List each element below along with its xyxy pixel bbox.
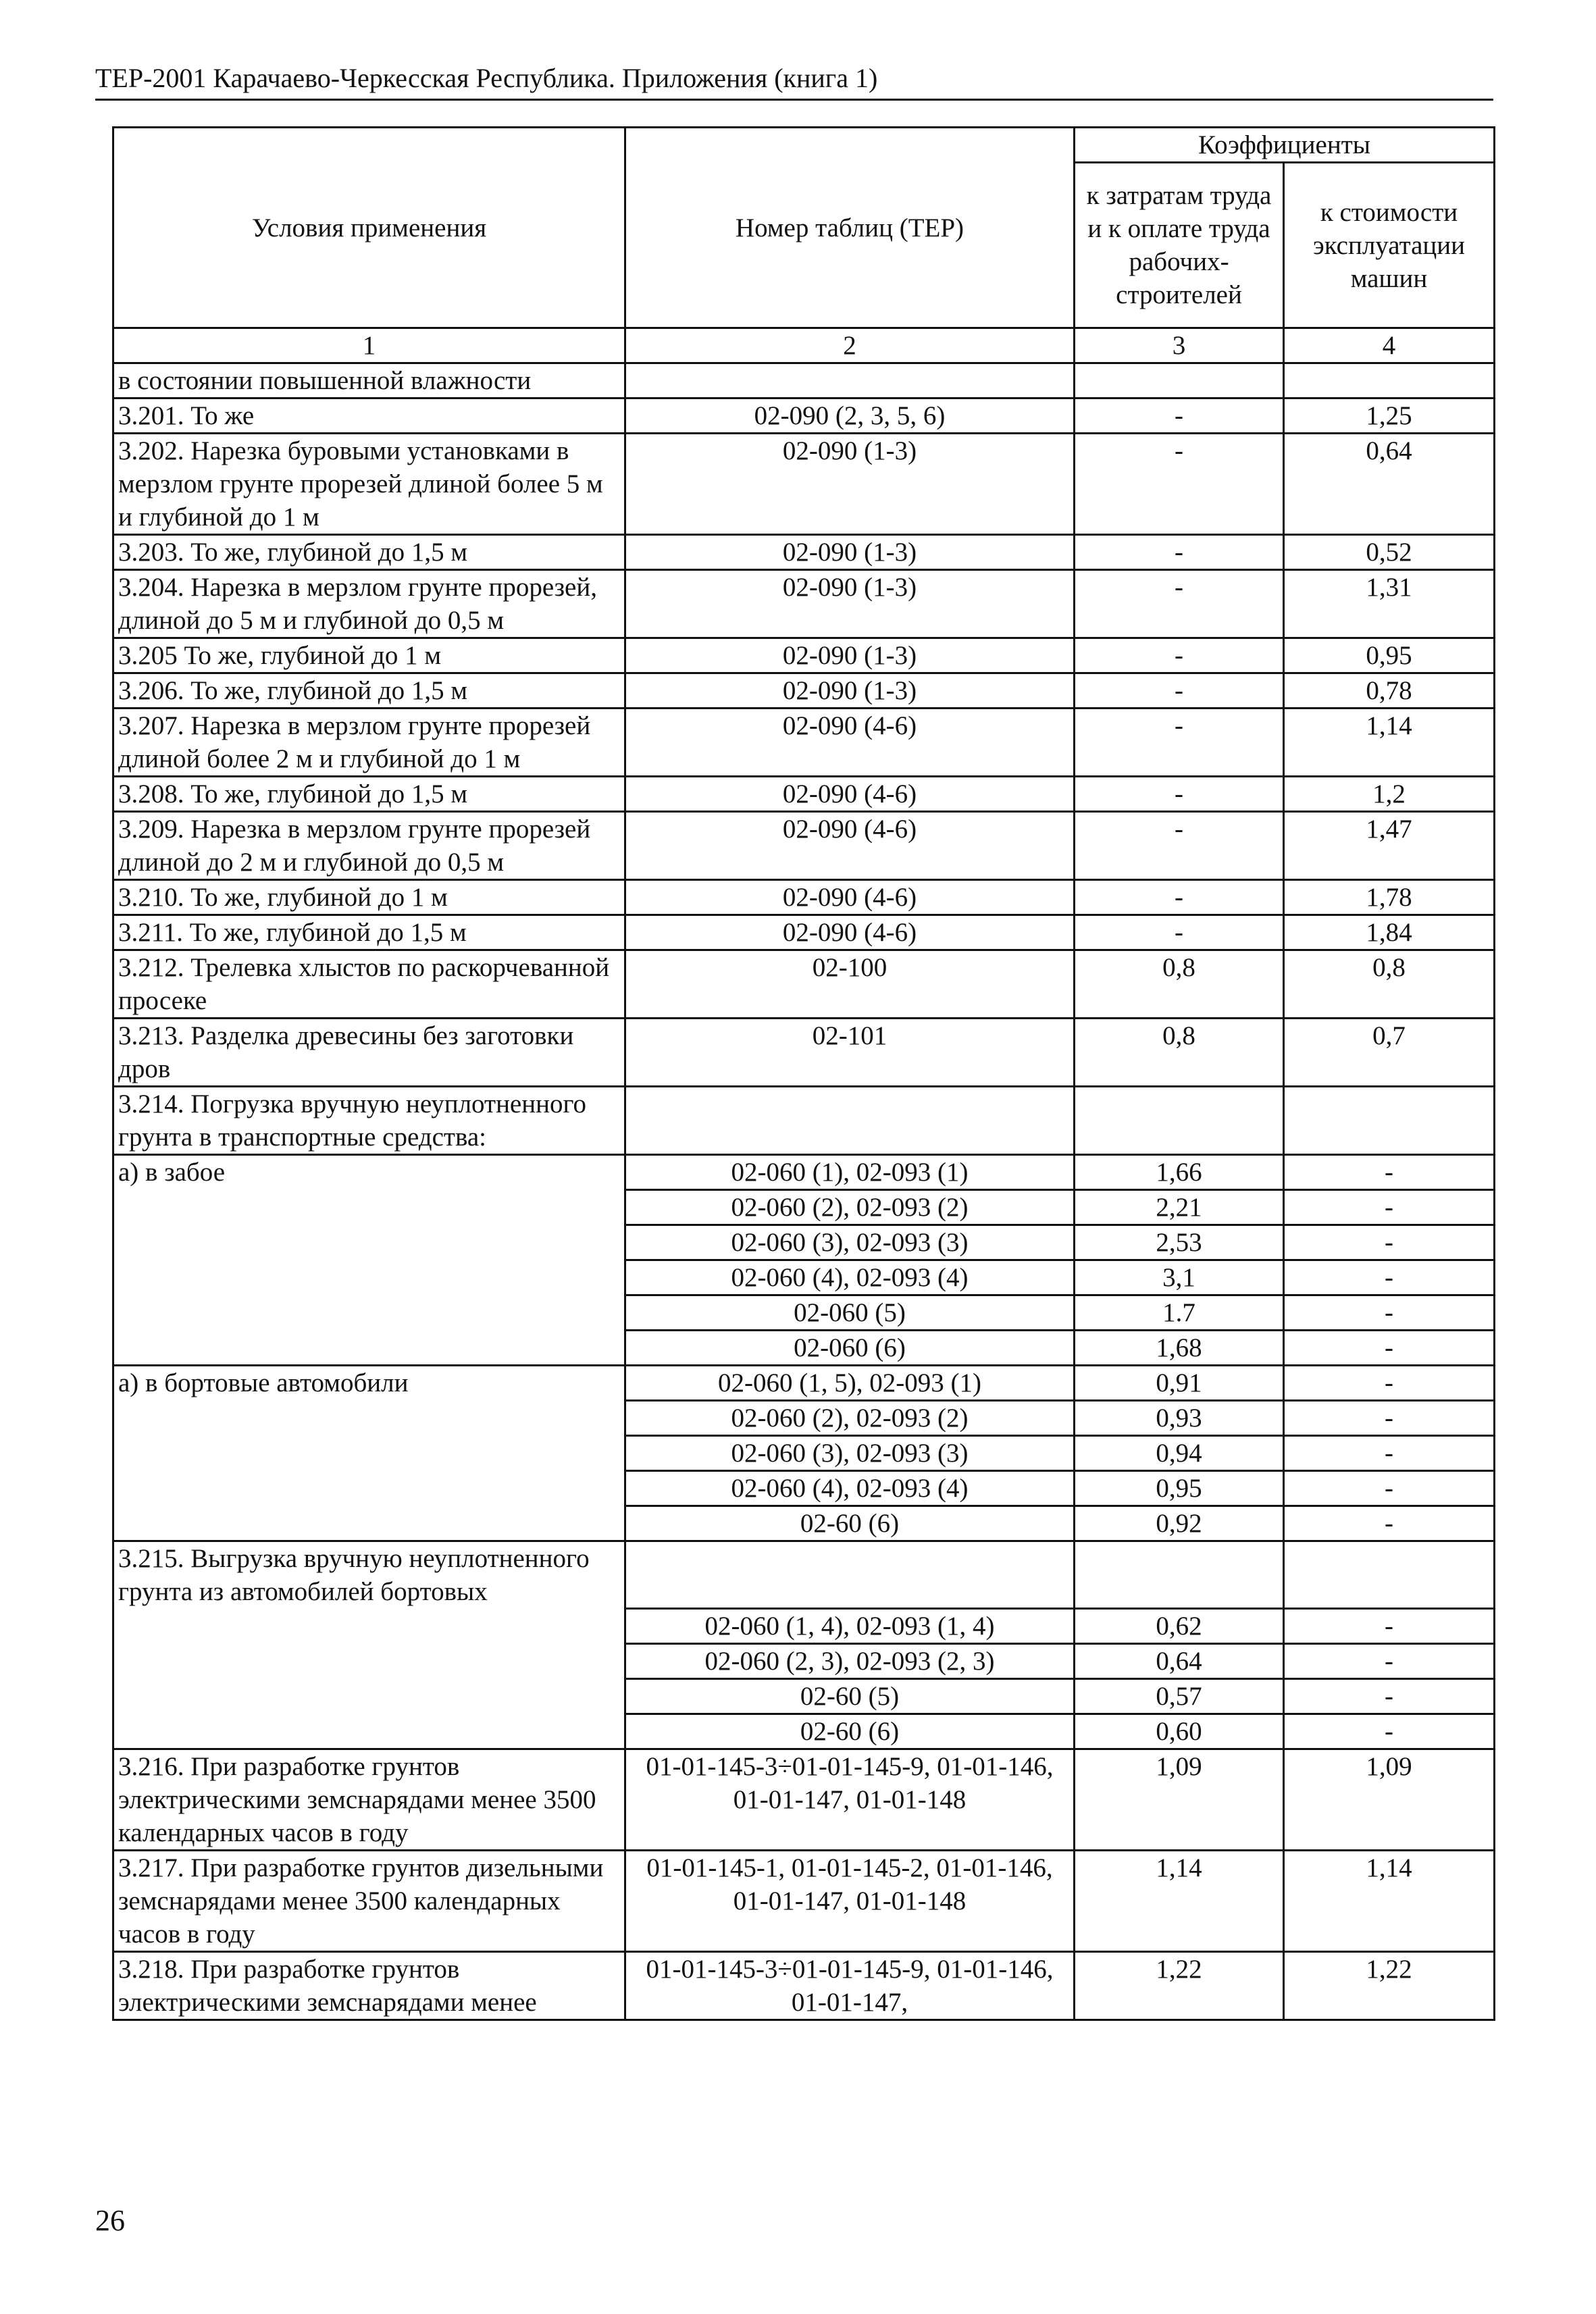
table-row (113, 1678, 1495, 1714)
column-number: 4 (1284, 328, 1495, 363)
cell-k1: - (1075, 709, 1284, 777)
table-row (113, 1506, 1495, 1541)
column-number: 1 (113, 328, 625, 363)
cell-cond (113, 1331, 625, 1366)
cell-k2: - (1284, 1295, 1495, 1331)
cell-k1: 3,1 (1075, 1260, 1284, 1295)
cell-tab: 02-60 (6) (625, 1714, 1075, 1749)
cell-cond: 3.214. Погрузка вручную неуплотненного грунта в транспортные средства: (113, 1087, 625, 1155)
cell-cond: 3.208. То же, глубиной до 1,5 м (113, 777, 625, 812)
cell-k2: - (1284, 1678, 1495, 1714)
cell-k1 (1075, 363, 1284, 398)
table-row (113, 1850, 1495, 1951)
cell-tab: 01-01-145-3÷01-01-145-9, 01-01-146, 01-01-147, 01-01-148 (625, 1749, 1075, 1850)
cell-k2: 0,95 (1284, 638, 1495, 673)
table-row (113, 434, 1495, 535)
cell-tab: 02-060 (1, 4), 02-093 (1, 4) (625, 1608, 1075, 1643)
cell-k2: - (1284, 1506, 1495, 1541)
page-header (95, 58, 1493, 101)
cell-k1: - (1075, 570, 1284, 638)
cell-tab: 02-090 (1-3) (625, 638, 1075, 673)
cell-tab: 02-060 (3), 02-093 (3) (625, 1436, 1075, 1471)
table-row (113, 1749, 1495, 1850)
cell-cond: 3.217. При разработке грунтов дизельными земснарядами менее 3500 календарных часов в году (113, 1850, 625, 1951)
cell-tab: 02-100 (625, 950, 1075, 1019)
cell-k1: 0,95 (1075, 1471, 1284, 1506)
cell-k1: 0,92 (1075, 1506, 1284, 1541)
table-row (113, 1471, 1495, 1506)
cell-k1 (1075, 1541, 1284, 1609)
cell-k2: - (1284, 1608, 1495, 1643)
cell-k2: 1,2 (1284, 777, 1495, 812)
header-machines: к стоимости эксплуатации машин (1284, 163, 1495, 328)
cell-k2: 0,52 (1284, 535, 1495, 570)
table-row (113, 1436, 1495, 1471)
table-row (113, 777, 1495, 812)
cell-k1: - (1075, 535, 1284, 570)
table-row (113, 1190, 1495, 1225)
cell-k1: - (1075, 812, 1284, 880)
cell-cond: 3.212. Трелевка хлыстов по раскорчеванной просеке (113, 950, 625, 1019)
table-row (113, 570, 1495, 638)
cell-k1: 0,64 (1075, 1643, 1284, 1678)
cell-cond: 3.209. Нарезка в мерзлом грунте прорезей длиной до 2 м и глубиной до 0,5 м (113, 812, 625, 880)
table-row (113, 1087, 1495, 1155)
header-conditions: Условия применения (113, 128, 625, 328)
cell-cond (113, 1190, 625, 1225)
cell-k1: - (1075, 777, 1284, 812)
cell-k2: 1,84 (1284, 915, 1495, 950)
cell-k2: - (1284, 1471, 1495, 1506)
cell-cond (113, 1714, 625, 1749)
cell-k1: 1,22 (1075, 1951, 1284, 2020)
table-row (113, 638, 1495, 673)
cell-k1: 1,68 (1075, 1331, 1284, 1366)
table-row (113, 1541, 1495, 1609)
cell-cond (113, 1506, 625, 1541)
cell-cond: 3.206. То же, глубиной до 1,5 м (113, 673, 625, 709)
cell-k2: - (1284, 1190, 1495, 1225)
cell-tab: 02-090 (1-3) (625, 673, 1075, 709)
cell-cond: а) в забое (113, 1155, 625, 1190)
cell-k2: 1,09 (1284, 1749, 1495, 1850)
cell-cond: в состоянии повышенной влажности (113, 363, 625, 398)
cell-k2 (1284, 1541, 1495, 1609)
cell-k2: - (1284, 1331, 1495, 1366)
cell-k1 (1075, 1087, 1284, 1155)
cell-k1: 0,93 (1075, 1401, 1284, 1436)
cell-cond (113, 1295, 625, 1331)
cell-tab: 01-01-145-1, 01-01-145-2, 01-01-146, 01-01-147, 01-01-148 (625, 1850, 1075, 1951)
table-row (113, 1225, 1495, 1260)
page-number: 26 (95, 2204, 125, 2237)
cell-cond: 3.207. Нарезка в мерзлом грунте прорезей длиной более 2 м и глубиной до 1 м (113, 709, 625, 777)
cell-cond (113, 1678, 625, 1714)
table-row (113, 363, 1495, 398)
cell-k1: - (1075, 434, 1284, 535)
table-row (113, 1951, 1495, 2020)
table-row (113, 812, 1495, 880)
cell-tab: 02-101 (625, 1019, 1075, 1087)
cell-k2: - (1284, 1366, 1495, 1401)
cell-k1: 2,21 (1075, 1190, 1284, 1225)
header-title: ТЕР-2001 Карачаево-Черкесская Республика. Приложения (книга 1) (95, 63, 878, 93)
cell-k1: - (1075, 398, 1284, 434)
cell-k1: 0,8 (1075, 1019, 1284, 1087)
cell-k2: 1,14 (1284, 709, 1495, 777)
table-body (113, 363, 1495, 2020)
cell-cond (113, 1436, 625, 1471)
cell-k2: - (1284, 1714, 1495, 1749)
header-table-no: Номер таблиц (ТЕР) (625, 128, 1075, 328)
cell-tab: 02-090 (2, 3, 5, 6) (625, 398, 1075, 434)
cell-tab: 02-060 (5) (625, 1295, 1075, 1331)
table-row (113, 673, 1495, 709)
cell-k1: 2,53 (1075, 1225, 1284, 1260)
cell-k1: - (1075, 880, 1284, 915)
cell-k1: 1,09 (1075, 1749, 1284, 1850)
cell-k1: 1,66 (1075, 1155, 1284, 1190)
cell-k1: - (1075, 638, 1284, 673)
table-row (113, 915, 1495, 950)
table-row (113, 1155, 1495, 1190)
cell-cond: 3.216. При разработке грунтов электрическими земснарядами менее 3500 календарных часов в году (113, 1749, 625, 1850)
cell-k1: 0,62 (1075, 1608, 1284, 1643)
cell-k2: - (1284, 1643, 1495, 1678)
cell-k2 (1284, 363, 1495, 398)
cell-tab: 02-090 (4-6) (625, 880, 1075, 915)
cell-k1: - (1075, 673, 1284, 709)
cell-k1: 0,57 (1075, 1678, 1284, 1714)
table-row (113, 1366, 1495, 1401)
table-row (113, 535, 1495, 570)
table-row (113, 709, 1495, 777)
cell-cond: 3.210. То же, глубиной до 1 м (113, 880, 625, 915)
cell-tab: 02-060 (4), 02-093 (4) (625, 1260, 1075, 1295)
table-row (113, 880, 1495, 915)
cell-k2: - (1284, 1436, 1495, 1471)
cell-tab: 02-060 (3), 02-093 (3) (625, 1225, 1075, 1260)
cell-cond (113, 1260, 625, 1295)
cell-cond (113, 1643, 625, 1678)
cell-k2: - (1284, 1401, 1495, 1436)
cell-cond (113, 1225, 625, 1260)
cell-k1: 0,60 (1075, 1714, 1284, 1749)
cell-tab: 02-090 (4-6) (625, 709, 1075, 777)
table-row (113, 1019, 1495, 1087)
cell-cond: 3.203. То же, глубиной до 1,5 м (113, 535, 625, 570)
cell-tab: 02-090 (4-6) (625, 915, 1075, 950)
coefficients-table (112, 126, 1495, 2021)
cell-k1: - (1075, 915, 1284, 950)
cell-k1: 1,14 (1075, 1850, 1284, 1951)
cell-tab: 02-060 (4), 02-093 (4) (625, 1471, 1075, 1506)
cell-tab: 02-60 (5) (625, 1678, 1075, 1714)
cell-k2: 1,47 (1284, 812, 1495, 880)
cell-cond: 3.205 То же, глубиной до 1 м (113, 638, 625, 673)
cell-cond: 3.211. То же, глубиной до 1,5 м (113, 915, 625, 950)
cell-cond: 3.202. Нарезка буровыми установками в мерзлом грунте прорезей длиной более 5 м и глубиной до 1 м (113, 434, 625, 535)
cell-tab: 02-090 (1-3) (625, 570, 1075, 638)
table-row (113, 950, 1495, 1019)
cell-k1: 1.7 (1075, 1295, 1284, 1331)
cell-cond: а) в бортовые автомобили (113, 1366, 625, 1401)
cell-cond (113, 1471, 625, 1506)
cell-k2: 1,25 (1284, 398, 1495, 434)
cell-k1: 0,8 (1075, 950, 1284, 1019)
cell-cond: 3.215. Выгрузка вручную неуплотненного грунта из автомобилей бортовых (113, 1541, 625, 1609)
cell-tab (625, 363, 1075, 398)
cell-k2: 1,14 (1284, 1850, 1495, 1951)
cell-tab: 01-01-145-3÷01-01-145-9, 01-01-146, 01-01-147, (625, 1951, 1075, 2020)
header-labor: к затратам труда и к оплате труда рабочих-строителей (1075, 163, 1284, 328)
table-row (113, 1643, 1495, 1678)
header-coefficients: Коэффициенты (1075, 128, 1495, 163)
cell-k2 (1284, 1087, 1495, 1155)
cell-tab (625, 1541, 1075, 1609)
table-row (113, 1714, 1495, 1749)
cell-k2: 1,31 (1284, 570, 1495, 638)
column-number-row (113, 328, 1495, 363)
cell-k2: 0,8 (1284, 950, 1495, 1019)
cell-tab: 02-060 (1, 5), 02-093 (1) (625, 1366, 1075, 1401)
column-number: 2 (625, 328, 1075, 363)
column-number: 3 (1075, 328, 1284, 363)
cell-tab: 02-060 (1), 02-093 (1) (625, 1155, 1075, 1190)
cell-tab: 02-060 (2), 02-093 (2) (625, 1190, 1075, 1225)
cell-k2: 1,78 (1284, 880, 1495, 915)
cell-cond: 3.213. Разделка древесины без заготовки дров (113, 1019, 625, 1087)
cell-tab: 02-090 (4-6) (625, 777, 1075, 812)
cell-cond (113, 1401, 625, 1436)
cell-tab: 02-060 (6) (625, 1331, 1075, 1366)
cell-k2: 0,78 (1284, 673, 1495, 709)
table-row (113, 1260, 1495, 1295)
table-row (113, 398, 1495, 434)
cell-cond: 3.204. Нарезка в мерзлом грунте прорезей, длиной до 5 м и глубиной до 0,5 м (113, 570, 625, 638)
table-row (113, 1331, 1495, 1366)
cell-tab: 02-060 (2, 3), 02-093 (2, 3) (625, 1643, 1075, 1678)
cell-k2: - (1284, 1260, 1495, 1295)
cell-k2: - (1284, 1155, 1495, 1190)
cell-tab: 02-090 (1-3) (625, 434, 1075, 535)
table-row (113, 1608, 1495, 1643)
cell-tab: 02-090 (1-3) (625, 535, 1075, 570)
cell-tab: 02-060 (2), 02-093 (2) (625, 1401, 1075, 1436)
cell-k1: 0,91 (1075, 1366, 1284, 1401)
table-row (113, 1401, 1495, 1436)
cell-tab (625, 1087, 1075, 1155)
cell-k2: - (1284, 1225, 1495, 1260)
cell-tab: 02-60 (6) (625, 1506, 1075, 1541)
cell-k2: 0,64 (1284, 434, 1495, 535)
table-row (113, 1295, 1495, 1331)
cell-tab: 02-090 (4-6) (625, 812, 1075, 880)
cell-cond (113, 1608, 625, 1643)
cell-cond: 3.218. При разработке грунтов электрическими земснарядами менее (113, 1951, 625, 2020)
cell-k1: 0,94 (1075, 1436, 1284, 1471)
cell-k2: 0,7 (1284, 1019, 1495, 1087)
cell-k2: 1,22 (1284, 1951, 1495, 2020)
cell-cond: 3.201. То же (113, 398, 625, 434)
